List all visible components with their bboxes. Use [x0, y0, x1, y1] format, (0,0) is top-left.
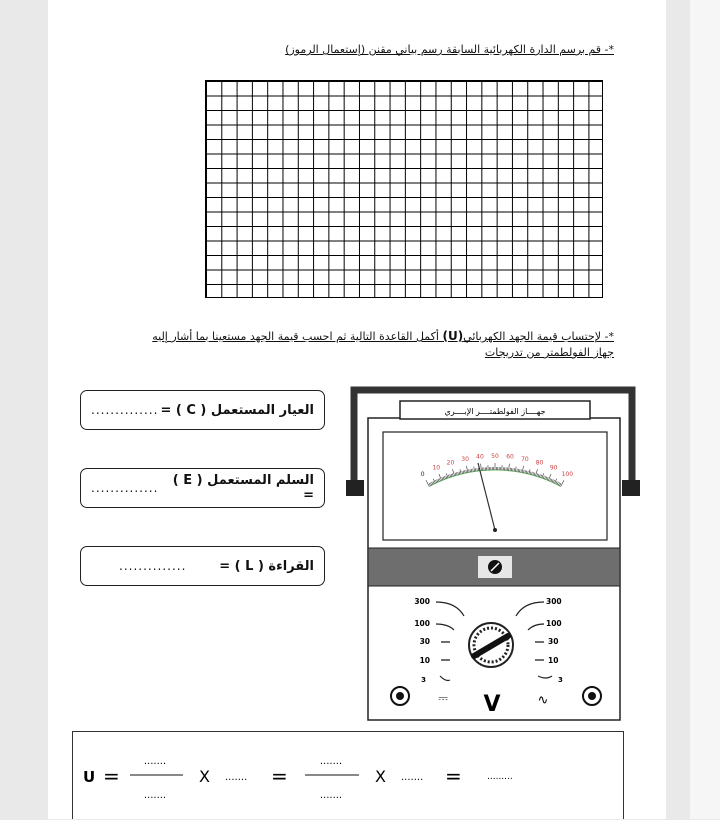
right-range-30: 30	[548, 637, 558, 646]
left-range-3: 3	[421, 676, 426, 684]
voltmeter-title: جهــــاز الفولطمتــــر الإبــــري	[444, 407, 545, 417]
left-range-100: 100	[414, 619, 430, 628]
question-1	[230, 42, 614, 58]
left-range-10: 10	[420, 656, 430, 665]
frac1-den: .......	[144, 790, 166, 801]
scale-label: 60	[506, 454, 514, 461]
scale-label: 20	[447, 460, 455, 467]
question-2-symbol: (U)	[442, 329, 463, 343]
caliber-dots: ..............	[91, 403, 158, 417]
times-2: X	[375, 767, 386, 786]
scale-label: السلم المستعمل ( E ) =	[158, 473, 314, 503]
formula-result: .........	[487, 772, 513, 782]
dc-symbol: ⎓	[438, 691, 448, 705]
formula-u: U	[83, 768, 95, 786]
needle-pivot	[493, 528, 497, 532]
scale-label: 100	[562, 471, 574, 478]
times-1: X	[199, 767, 210, 786]
handle-clip-right	[622, 480, 640, 496]
right-range-10: 10	[548, 656, 558, 665]
scale-label: 90	[550, 465, 558, 472]
ac-symbol: ∿	[538, 693, 549, 708]
scale-label: 70	[521, 456, 529, 463]
question-2-part1: *- لإحتساب قيمة الجهد الكهربائي	[463, 330, 614, 343]
left-range-30: 30	[420, 637, 430, 646]
caliber-label: العيار المستعمل ( C ) =	[160, 403, 314, 418]
scale-dots: ..............	[91, 481, 158, 495]
formula-box	[72, 731, 624, 819]
scale-label: 40	[476, 454, 484, 461]
scale-label: 30	[461, 456, 469, 463]
reading-box[interactable]	[80, 546, 325, 586]
scale-label: 0	[421, 471, 425, 478]
right-range-100: 100	[546, 619, 562, 628]
question-1-text: *- قم برسم الدارة الكهربائية السابقة رسم بياني مقنن (إستعمال الرموز)	[285, 43, 614, 56]
scale-box[interactable]	[80, 468, 325, 508]
question-2-line2: جهاز الفولطمتر من تدريجات	[485, 346, 614, 359]
question-2	[100, 328, 614, 361]
unit-label: V	[483, 692, 500, 717]
right-margin-strip	[690, 0, 720, 819]
right-range-3: 3	[558, 676, 563, 684]
mid-2: .......	[401, 772, 423, 783]
voltmeter	[340, 380, 660, 725]
reading-dots: ..............	[119, 559, 186, 573]
formula	[73, 732, 625, 820]
formula-eq2: =	[271, 764, 288, 788]
formula-eq1: =	[103, 764, 120, 788]
left-range-300: 300	[414, 597, 430, 606]
right-range-300: 300	[546, 597, 562, 606]
scale-label: 10	[432, 465, 440, 472]
frac2-den: .......	[320, 790, 342, 801]
frac2-num: .......	[320, 756, 342, 767]
caliber-box[interactable]	[80, 390, 325, 430]
handle-clip-left	[346, 480, 364, 496]
formula-eq3: =	[445, 764, 462, 788]
reading-label: القراءة ( L ) =	[219, 559, 314, 574]
drawing-grid	[205, 80, 603, 298]
dial-face	[383, 432, 607, 540]
mid-1: .......	[225, 772, 247, 783]
scale-label: 80	[536, 460, 544, 467]
question-2-part2: أكمل القاعدة التالية ثم احسب قيمة الجهد مستعينا بما أشار إليه	[152, 330, 439, 343]
frac1-num: .......	[144, 756, 166, 767]
scale-label: 50	[491, 453, 499, 460]
